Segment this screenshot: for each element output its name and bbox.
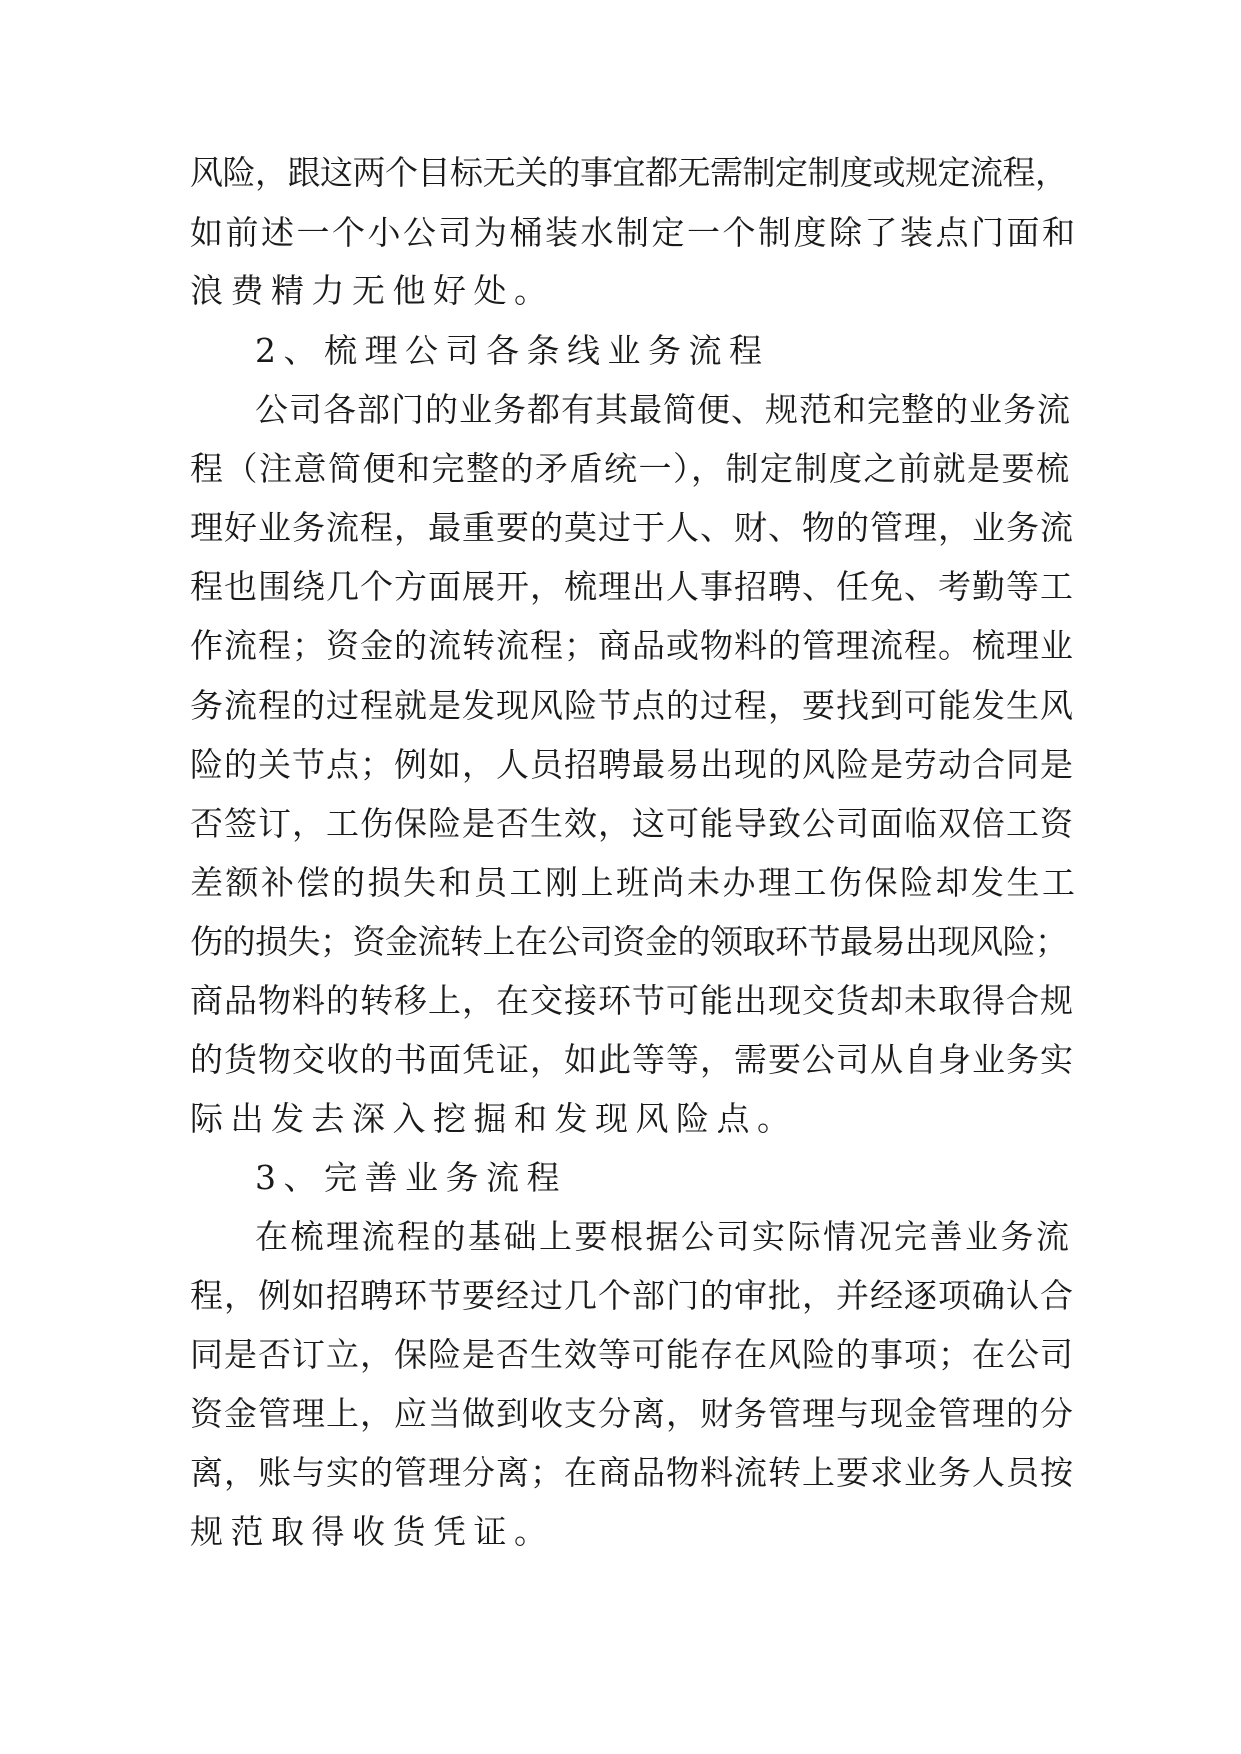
text-line: 险的关节点；例如，人员招聘最易出现的风险是劳动合同是 bbox=[190, 745, 1074, 784]
text-line: 的货物交收的书面凭证，如此等等，需要公司从自身业务实 bbox=[190, 1040, 1074, 1079]
text-line: 务流程的过程就是发现风险节点的过程，要找到可能发生风 bbox=[190, 686, 1074, 725]
section-heading: 2、梳理公司各条线业务流程 bbox=[255, 331, 770, 370]
text-line: 资金管理上，应当做到收支分离，财务管理与现金管理的分 bbox=[190, 1394, 1074, 1433]
text-line: 离，账与实的管理分离；在商品物料流转上要求业务人员按 bbox=[190, 1453, 1074, 1492]
text-line: 同是否订立，保险是否生效等可能存在风险的事项；在公司 bbox=[190, 1335, 1074, 1374]
text-line: 际出发去深入挖掘和发现风险点。 bbox=[190, 1099, 798, 1138]
text-line: 程，例如招聘环节要经过几个部门的审批，并经逐项确认合 bbox=[190, 1276, 1074, 1315]
text-line: 差额补偿的损失和员工刚上班尚未办理工伤保险却发生工 bbox=[190, 863, 1078, 902]
text-line: 商品物料的转移上，在交接环节可能出现交货却未取得合规 bbox=[190, 981, 1074, 1020]
text-line: 作流程；资金的流转流程；商品或物料的管理流程。梳理业 bbox=[190, 626, 1074, 665]
text-line: 浪费精力无他好处。 bbox=[190, 271, 555, 310]
text-line: 程（注意简便和完整的矛盾统一），制定制度之前就是要梳 bbox=[190, 449, 1071, 488]
text-line: 伤的损失；资金流转上在公司资金的领取环节最易出现风险； bbox=[190, 922, 1068, 961]
text-line: 否签订，工伤保险是否生效，这可能导致公司面临双倍工资 bbox=[190, 804, 1074, 843]
text-line: 风险，跟这两个目标无关的事宜都无需制定制度或规定流程， bbox=[190, 153, 1068, 192]
text-line: 如前述一个小公司为桶装水制定一个制度除了装点门面和 bbox=[190, 213, 1078, 252]
text-line: 规范取得收货凭证。 bbox=[190, 1512, 555, 1551]
text-line: 在梳理流程的基础上要根据公司实际情况完善业务流 bbox=[255, 1217, 1072, 1256]
section-heading: 3、完善业务流程 bbox=[255, 1158, 567, 1197]
text-line: 理好业务流程，最重要的莫过于人、财、物的管理，业务流 bbox=[190, 508, 1074, 547]
text-line: 程也围绕几个方面展开，梳理出人事招聘、任免、考勤等工 bbox=[190, 567, 1074, 606]
text-line: 公司各部门的业务都有其最简便、规范和完整的业务流 bbox=[255, 390, 1071, 429]
